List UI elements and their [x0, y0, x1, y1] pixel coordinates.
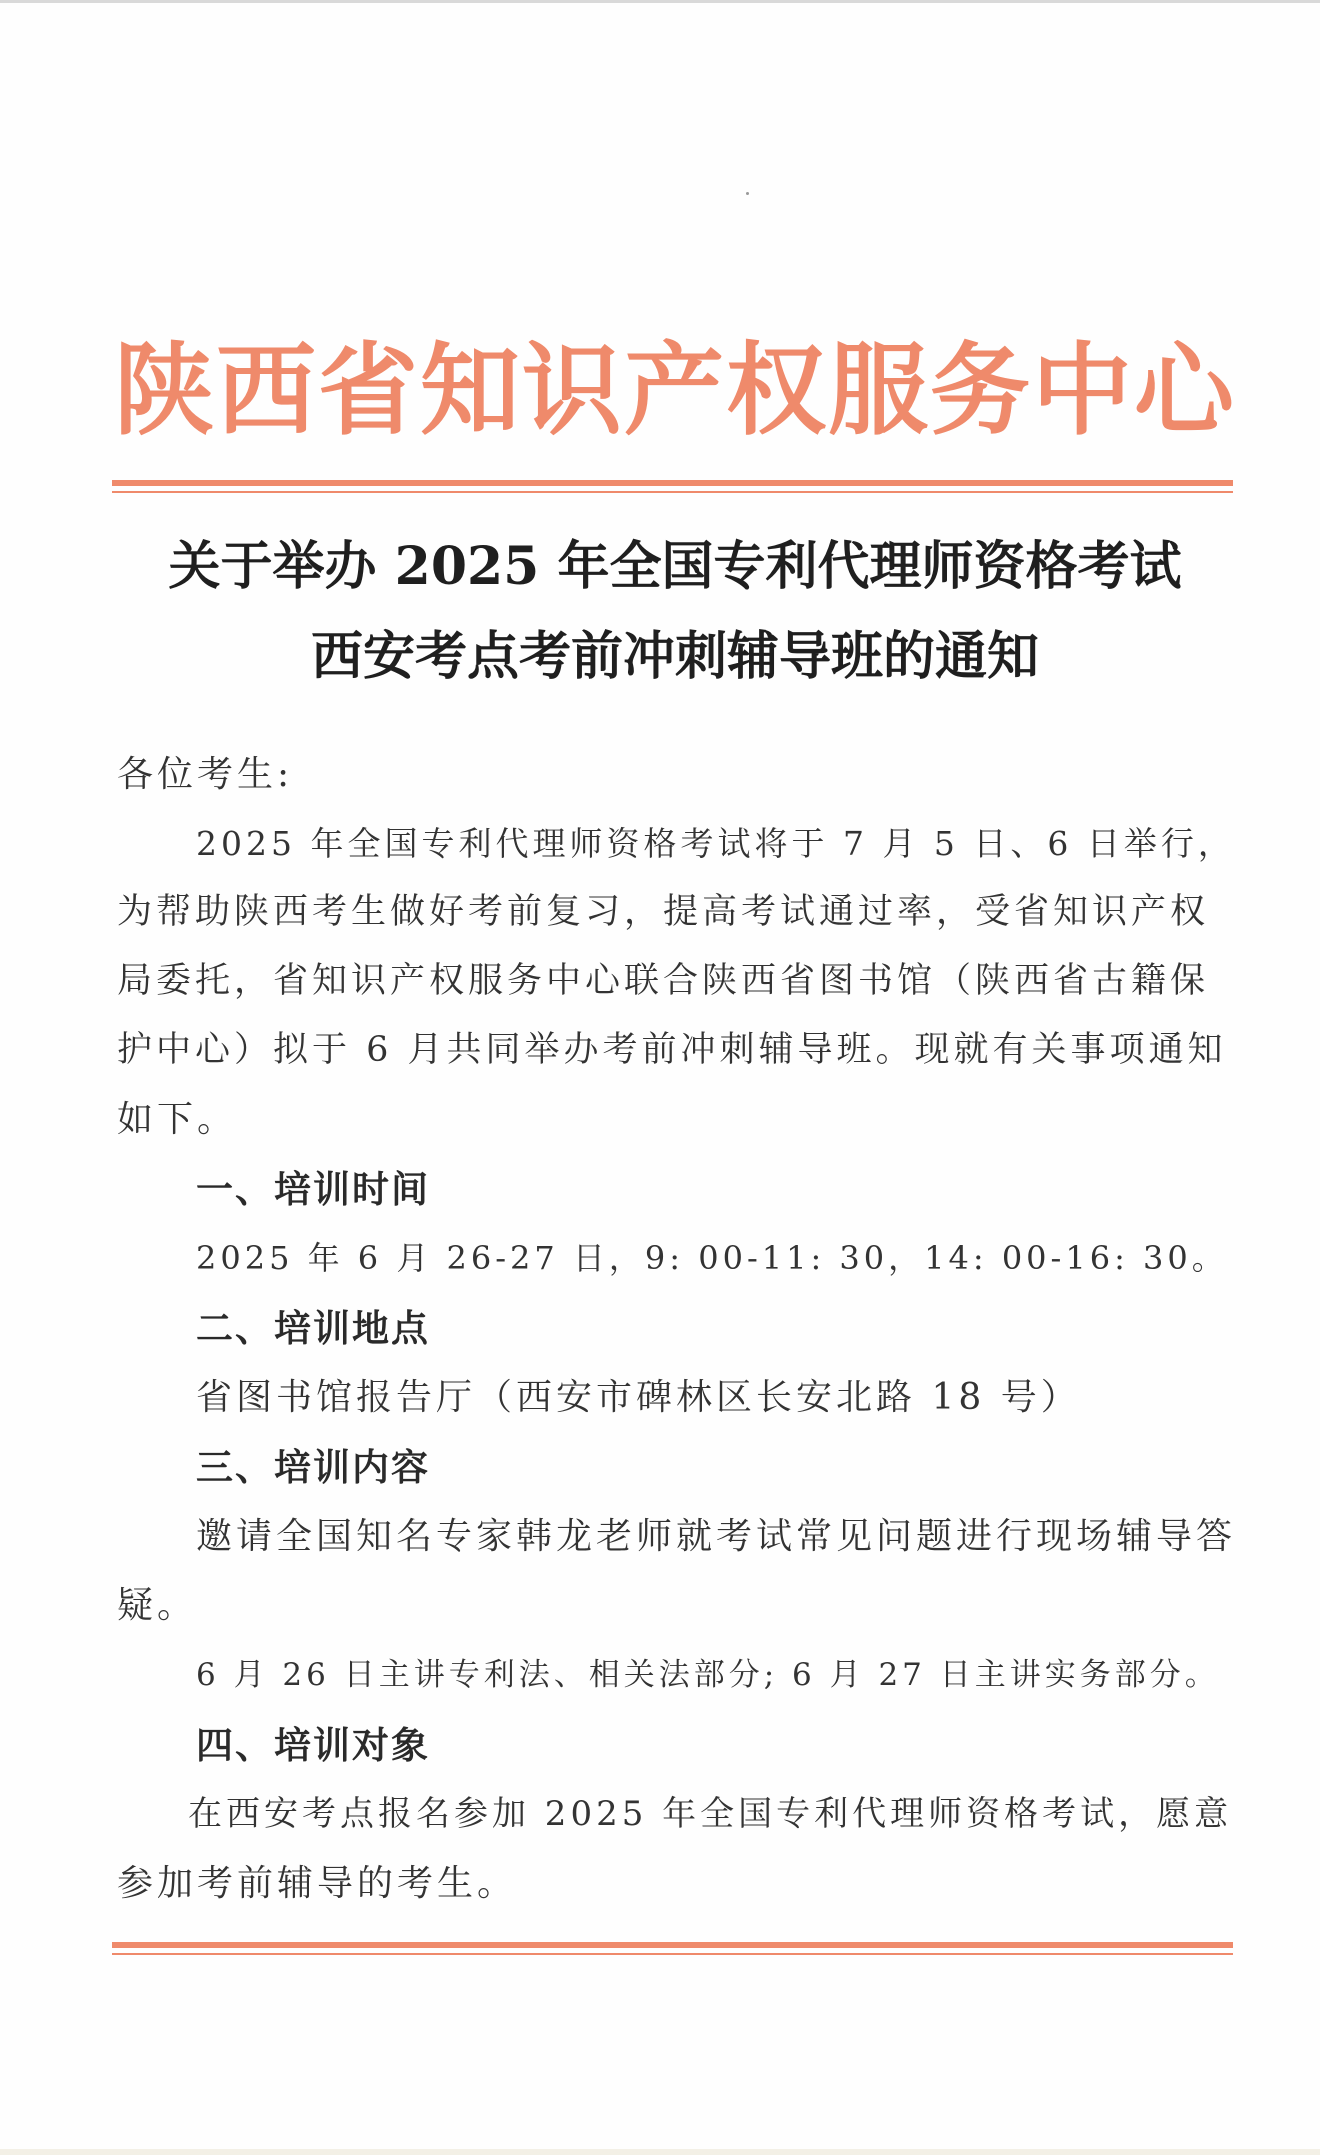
salutation: 各位考生: [117, 754, 294, 795]
section-text-time: 2025 年 6 月 26-27 日，9: 00-11: 30，14: 00-16: 30。 [196, 1239, 1228, 1277]
intro-line-1: 2025 年全国专利代理师资格考试将于 7 月 5 日、6 日举行， [196, 824, 1235, 863]
document-title-line1: 关于举办 2025 年全国专利代理师资格考试 [168, 536, 1182, 597]
section-text-audience-line1: 在西安考点报名参加 2025 年全国专利代理师资格考试，愿意 [188, 1794, 1233, 1834]
top-edge [0, 0, 1320, 3]
section-heading-time: 一、培训时间 [196, 1168, 430, 1211]
letterhead-rule-thick [112, 480, 1233, 486]
section-text-content-line1: 邀请全国知名专家韩龙老师就考试常见问题进行现场辅导答 [196, 1516, 1236, 1557]
footer-rule-thin [112, 1953, 1233, 1955]
bottom-edge [0, 2149, 1320, 2155]
section-text-content-line2: 疑。 [117, 1585, 198, 1626]
section-heading-content: 三、培训内容 [196, 1446, 430, 1489]
letterhead-rule-thin [112, 491, 1233, 493]
intro-line-4: 护中心）拟于 6 月共同举办考前冲刺辅导班。现就有关事项通知 [117, 1030, 1227, 1070]
scan-speck [746, 192, 749, 195]
intro-line-3: 局委托，省知识产权服务中心联合陕西省图书馆（陕西省古籍保 [117, 961, 1210, 1001]
section-text-location: 省图书馆报告厅（西安市碑林区长安北路 18 号） [196, 1377, 1081, 1418]
letterhead-organization: 陕西省知识产权服务中心 [114, 331, 1236, 449]
intro-line-2: 为帮助陕西考生做好考前复习，提高考试通过率，受省知识产权 [117, 892, 1210, 932]
section-text-audience-line2: 参加考前辅导的考生。 [117, 1863, 518, 1904]
section-text-content-line3: 6 月 26 日主讲专利法、相关法部分; 6 月 27 日主讲实务部分。 [196, 1657, 1220, 1693]
document-title-line2: 西安考点考前冲刺辅导班的通知 [310, 626, 1039, 687]
section-heading-audience: 四、培训对象 [196, 1724, 430, 1767]
intro-line-5: 如下。 [117, 1099, 238, 1140]
footer-rule-thick [112, 1942, 1233, 1948]
section-heading-location: 二、培训地点 [196, 1307, 430, 1350]
